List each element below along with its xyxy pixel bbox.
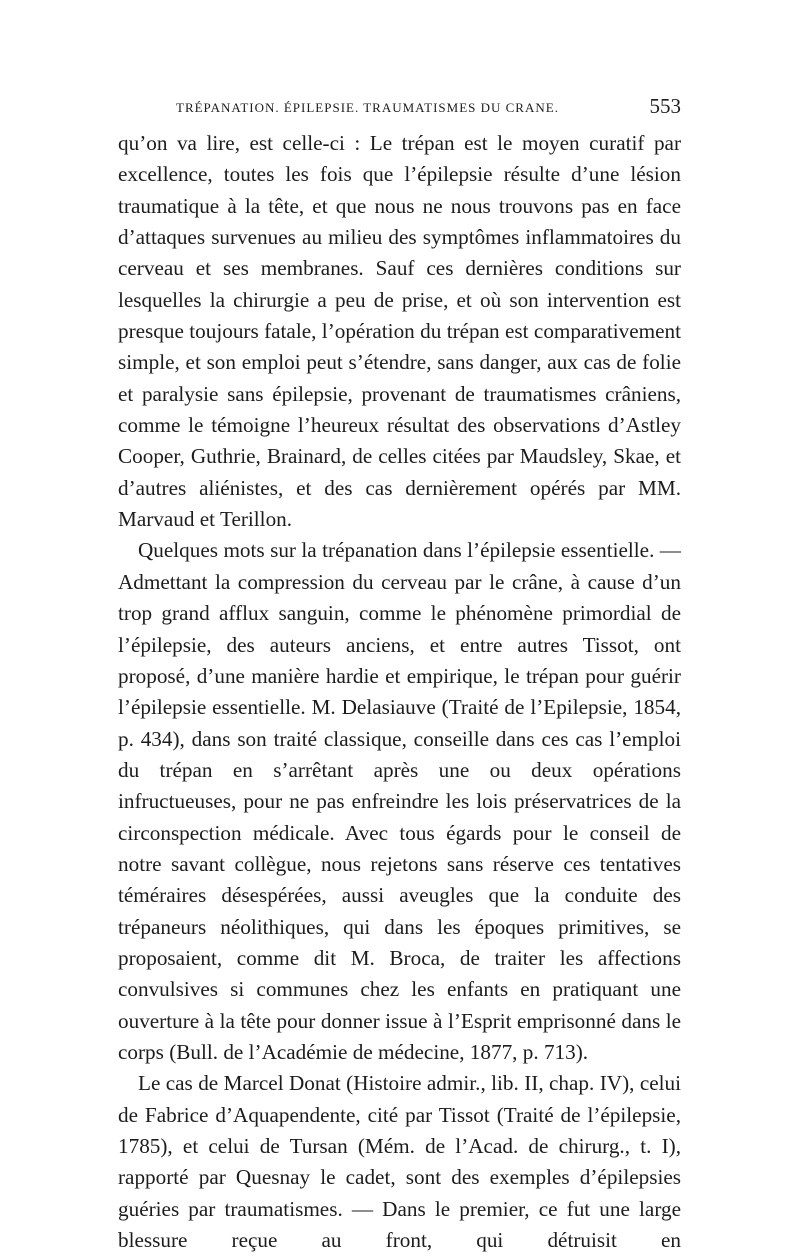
page-number: 553	[649, 94, 681, 118]
paragraph: qu’on va lire, est celle-ci : Le trépan est le moyen curatif par excellence, toutes les fois que l’épilepsie résulte d’une lésion traumatique à la tête, et que nous ne nous trouvons pas en face d’attaques survenues au milieu des symptômes inflammatoires du cerveau et ses membranes. Sauf ces dernières conditions sur lesquelles la chirurgie a peu de prise, et où son intervention est presque toujours fatale, l’opération du trépan est comparativement simple, et son emploi peut s’étendre, sans danger, aux cas de folie et paralysie sans épilepsie, provenant de traumatismes crâniens, comme le témoigne l’heureux résultat des observations d’Astley Cooper, Guthrie, Brainard, de celles citées par Maudsley, Skae, et d’autres aliénistes, et des cas dernièrement opérés par MM. Marvaud et Terillon.	[118, 131, 681, 532]
book-page	[118, 92, 681, 1256]
running-title: TRÉPANATION. ÉPILEPSIE. TRAUMATISMES DU CRANE.	[176, 100, 559, 115]
paragraph: Quelques mots sur la trépanation dans l’épilepsie essentielle. — Admettant la compression du cerveau par le crâne, à cause d’un trop grand afflux sanguin, comme le phénomène primordial de l’épilepsie, des auteurs anciens, et entre autres Tissot, ont proposé, d’une manière hardie et empirique, le trépan pour guérir l’épilepsie essentielle. M. Delasiauve (Traité de l’Epilepsie, 1854, p. 434), dans son traité classique, conseille dans ces cas l’emploi du trépan en s’arrêtant après une ou deux opérations infructueuses, pour ne pas enfreindre les lois préservatrices de la circonspection médicale. Avec tous égards pour le conseil de notre savant collègue, nous rejetons sans réserve ces tentatives téméraires désespérées, aussi aveugles que la conduite des trépaneurs néolithiques, qui dans les époques primitives, se proposaient, comme dit M. Broca, de traiter les affections convulsives si communes chez les enfants en pratiquant une ouverture à la tête pour donner issue à l’Esprit emprisonné dans le corps (Bull. de l’Académie de médecine, 1877, p. 713).	[118, 538, 681, 1064]
body-text	[118, 128, 681, 1256]
paragraph: Le cas de Marcel Donat (Histoire admir., lib. II, chap. IV), celui de Fabrice d’Aquapendente, cité par Tissot (Traité de l’épilepsie, 1785), et celui de Tursan (Mém. de l’Acad. de chirurg., t. I), rapporté par Quesnay le cadet, sont des exemples d’épilepsies guéries par traumatismes. — Dans le premier, ce fut une large blessure reçue au front, qui détruisit en	[118, 1071, 681, 1253]
running-header	[118, 92, 681, 128]
